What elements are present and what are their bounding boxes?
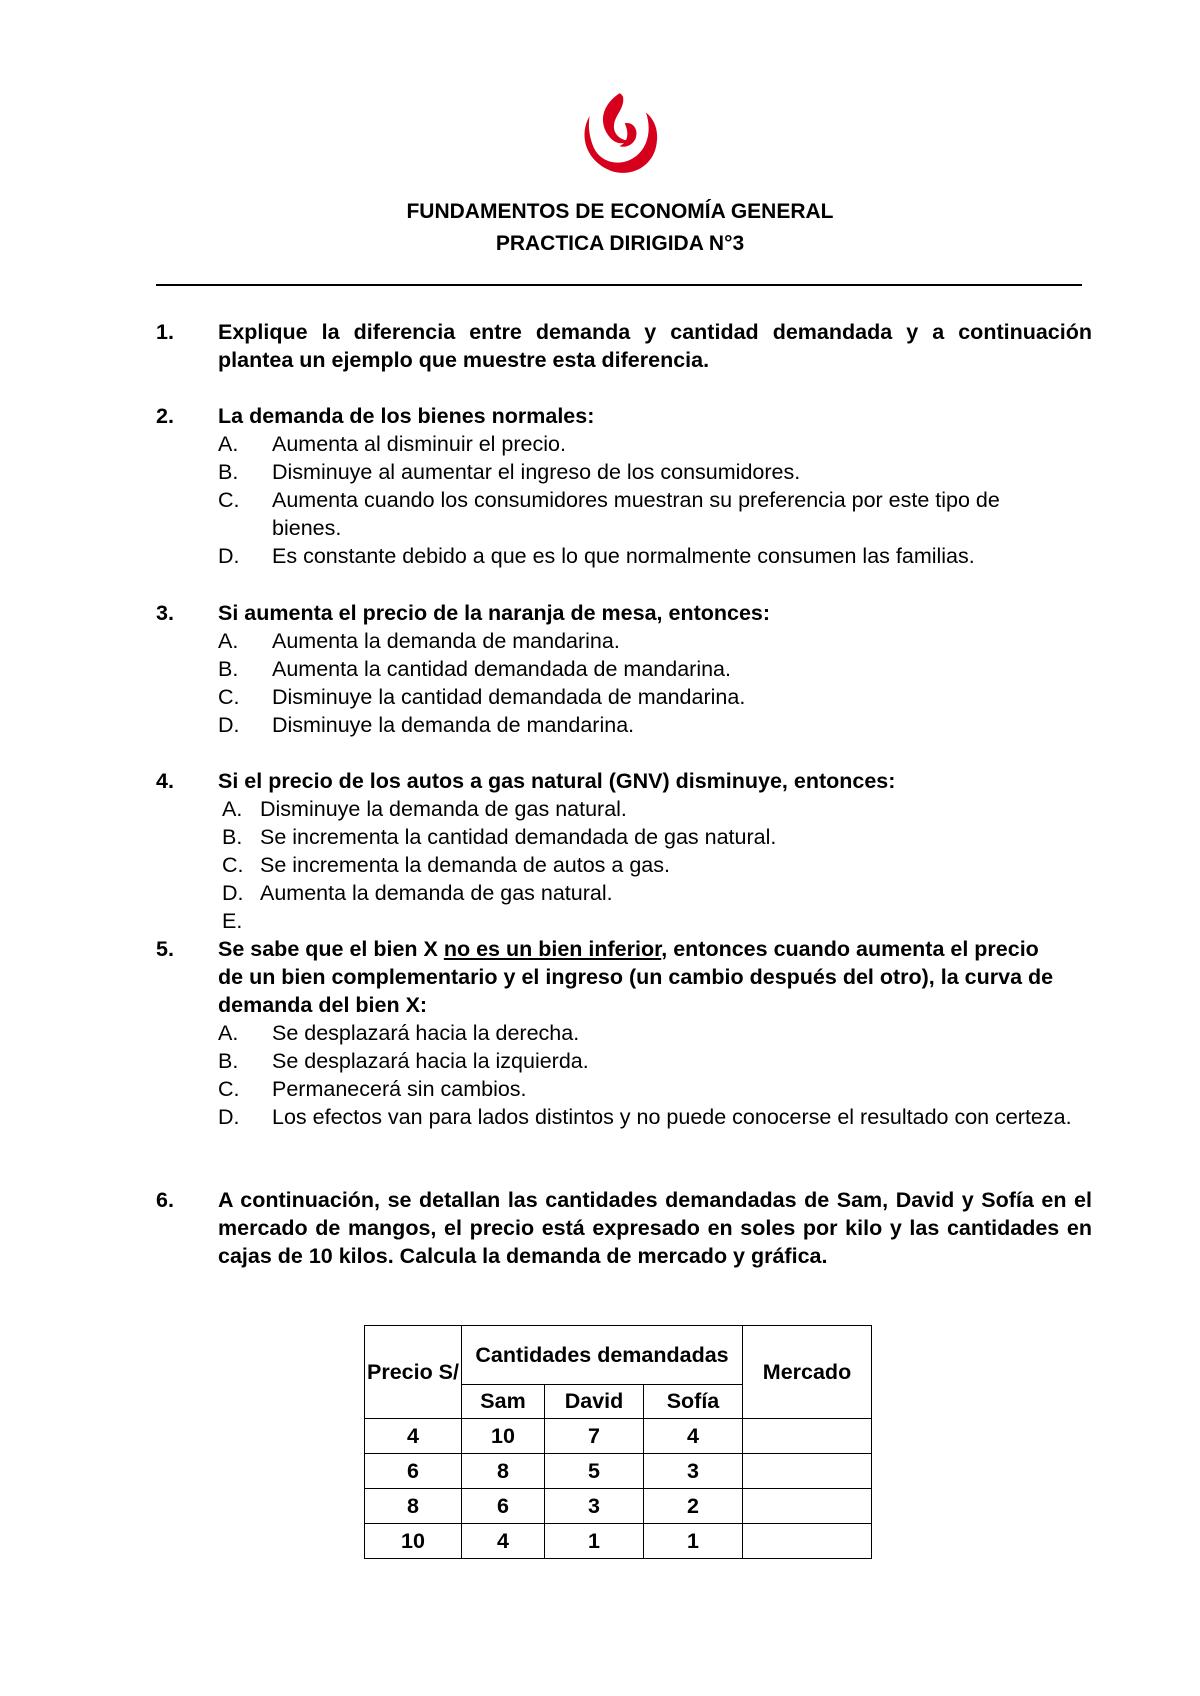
option-letter: A. xyxy=(218,1021,239,1045)
question-text-part: , entonces cuando aumenta el precio de un bien complementario y el ingreso (un cambio después del otro), la curva de demanda del bien X: xyxy=(218,937,1054,1017)
option-text: Disminuye la cantidad demandada de mandarina. xyxy=(272,685,746,709)
underlined-phrase: no es un bien inferior xyxy=(443,937,662,961)
demand-table xyxy=(364,1325,872,1559)
market-cell xyxy=(743,1489,872,1524)
table-header-row xyxy=(365,1326,872,1385)
market-header: Mercado xyxy=(743,1326,872,1419)
quantities-header: Cantidades demandadas xyxy=(462,1326,743,1385)
sam-cell: 8 xyxy=(462,1454,545,1489)
option-text: Es constante debido a que es lo que normalmente consumen las familias. xyxy=(272,544,975,568)
option-letter: A. xyxy=(218,629,239,653)
option-letter: D. xyxy=(218,544,240,568)
option-a xyxy=(222,795,1092,823)
option-letter: A. xyxy=(222,797,243,821)
sofia-cell: 1 xyxy=(644,1524,743,1559)
options-list xyxy=(218,1019,1092,1131)
question-2 xyxy=(156,402,1092,570)
david-cell: 3 xyxy=(545,1489,644,1524)
option-text: Aumenta la demanda de mandarina. xyxy=(272,629,620,653)
question-text-part: Se sabe que el bien X xyxy=(218,937,444,961)
option-letter: A. xyxy=(218,432,239,456)
option-letter: D. xyxy=(222,881,244,905)
upc-flame-logo-icon xyxy=(572,88,660,176)
question-3 xyxy=(156,599,1092,739)
david-cell: 5 xyxy=(545,1454,644,1489)
options-list xyxy=(218,627,1092,739)
price-cell: 4 xyxy=(365,1419,462,1454)
option-text: Disminuye al aumentar el ingreso de los consumidores. xyxy=(272,460,801,484)
question-number: 4. xyxy=(156,769,174,793)
option-letter: B. xyxy=(218,460,239,484)
question-4 xyxy=(156,767,1092,933)
sofia-cell: 4 xyxy=(644,1419,743,1454)
question-text: Si el precio de los autos a gas natural (GNV) disminuye, entonces: xyxy=(218,769,896,793)
header-divider xyxy=(156,284,1082,286)
option-letter: C. xyxy=(218,685,240,709)
option-letter: C. xyxy=(222,853,244,877)
question-1 xyxy=(156,318,1092,374)
option-c xyxy=(218,683,1092,711)
option-text: Aumenta cuando los consumidores muestran su preferencia por este tipo de bienes. xyxy=(272,488,1000,540)
david-cell: 1 xyxy=(545,1524,644,1559)
question-text: Si aumenta el precio de la naranja de mesa, entonces: xyxy=(218,601,771,625)
david-header: David xyxy=(545,1385,644,1419)
option-b xyxy=(222,823,1092,851)
question-text: A continuación, se detallan las cantidades demandadas de Sam, David y Sofía en el mercado de mangos, el precio está expresado en soles por kilo y las cantidades en cajas de 10 kilos. Calcula la demanda de mercado y gráfica. xyxy=(218,1188,1092,1268)
market-cell xyxy=(743,1524,872,1559)
price-cell: 6 xyxy=(365,1454,462,1489)
option-d xyxy=(222,879,1092,907)
option-text: Se incrementa la demanda de autos a gas. xyxy=(260,853,670,877)
option-text: Se desplazará hacia la derecha. xyxy=(272,1021,580,1045)
option-d xyxy=(218,711,1092,739)
question-number: 3. xyxy=(156,601,174,625)
option-c xyxy=(218,486,1052,542)
option-text: Disminuye la demanda de gas natural. xyxy=(260,797,627,821)
option-text: Permanecerá sin cambios. xyxy=(272,1077,527,1101)
option-text: Los efectos van para lados distintos y no puede conocerse el resultado con certeza. xyxy=(272,1105,1072,1129)
question-text: La demanda de los bienes normales: xyxy=(218,404,595,428)
option-letter: B. xyxy=(218,657,239,681)
option-a xyxy=(218,430,1092,458)
sofia-header: Sofía xyxy=(644,1385,743,1419)
question-text: Explique la diferencia entre demanda y cantidad demandada y a continuación plantea un ejemplo que muestre esta diferencia. xyxy=(218,320,1092,372)
document-title: FUNDAMENTOS DE ECONOMÍA GENERAL xyxy=(406,200,834,223)
options-list xyxy=(222,795,1092,933)
question-number: 6. xyxy=(156,1188,174,1212)
question-number: 5. xyxy=(156,937,174,961)
market-cell xyxy=(743,1454,872,1489)
option-letter: D. xyxy=(218,713,240,737)
option-text: Se incrementa la cantidad demandada de gas natural. xyxy=(260,825,777,849)
option-c xyxy=(218,1075,1092,1103)
option-text: Aumenta al disminuir el precio. xyxy=(272,432,566,456)
question-text xyxy=(218,935,1058,1019)
sam-cell: 4 xyxy=(462,1524,545,1559)
question-5 xyxy=(156,935,1092,1131)
option-text: Disminuye la demanda de mandarina. xyxy=(272,713,635,737)
option-letter: D. xyxy=(218,1105,240,1129)
sofia-cell: 2 xyxy=(644,1489,743,1524)
table-row xyxy=(365,1489,872,1524)
table-row xyxy=(365,1419,872,1454)
sam-cell: 10 xyxy=(462,1419,545,1454)
options-list xyxy=(218,430,1092,570)
price-cell: 8 xyxy=(365,1489,462,1524)
option-b xyxy=(218,655,1092,683)
option-letter: E. xyxy=(222,909,243,933)
david-cell: 7 xyxy=(545,1419,644,1454)
table-row xyxy=(365,1524,872,1559)
sam-header: Sam xyxy=(462,1385,545,1419)
document-subtitle: PRACTICA DIRIGIDA N°3 xyxy=(495,232,745,255)
question-number: 1. xyxy=(156,320,174,344)
sam-cell: 6 xyxy=(462,1489,545,1524)
option-text: Se desplazará hacia la izquierda. xyxy=(272,1049,589,1073)
option-letter: B. xyxy=(218,1049,239,1073)
sofia-cell: 3 xyxy=(644,1454,743,1489)
question-6 xyxy=(156,1186,1092,1270)
option-text: Aumenta la cantidad demandada de mandarina. xyxy=(272,657,731,681)
option-b xyxy=(218,1047,1092,1075)
table-row xyxy=(365,1454,872,1489)
price-cell: 10 xyxy=(365,1524,462,1559)
option-text: Aumenta la demanda de gas natural. xyxy=(260,881,613,905)
option-d xyxy=(218,1103,1102,1131)
question-number: 2. xyxy=(156,404,174,428)
option-letter: C. xyxy=(218,1077,240,1101)
option-a xyxy=(218,627,1092,655)
price-header: Precio S/ xyxy=(365,1326,462,1419)
option-letter: B. xyxy=(222,825,243,849)
option-c xyxy=(222,851,1092,879)
option-d xyxy=(218,542,1092,570)
option-letter: C. xyxy=(218,488,240,512)
option-b xyxy=(218,458,1092,486)
option-a xyxy=(218,1019,1092,1047)
market-cell xyxy=(743,1419,872,1454)
